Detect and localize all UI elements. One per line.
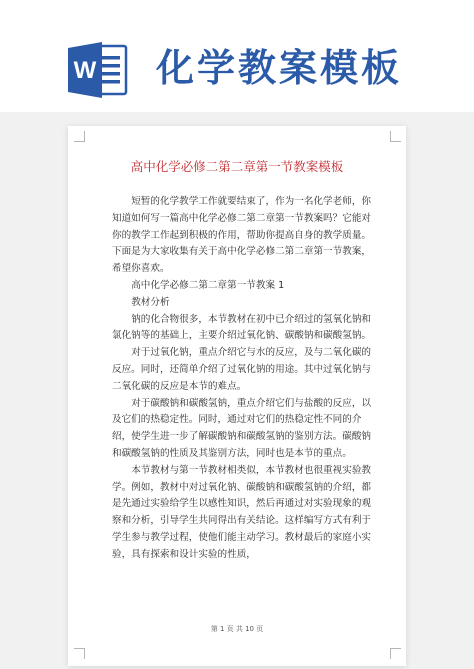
document-body bbox=[112, 194, 378, 564]
body-paragraph: 本节教材与第一节教材相类似，本节教材也很重视实验教学。例如，教材中对过氧化钠、碳酸钠和碳酸氢钠的介绍，都是先通过实验给学生以感性知识，然后再通过对实验现象的观察和分析，引导学生共同得出有关结论。这样编写方式有利于学生参与教学过程，使他们能主动学习。教材最后的家庭小实验，具有探索和设计实验的性质， bbox=[112, 464, 372, 560]
svg-text:W: W bbox=[73, 57, 97, 84]
page-title: 化学教案模板 bbox=[156, 46, 403, 90]
crop-mark-bottom-left bbox=[74, 648, 85, 659]
body-paragraph: 钠的化合物很多，本节教材在初中已介绍过的氢氧化钠和氯化钠等的基础上，主要介绍过氧化钠、碳酸钠和碳酸氢钠。 bbox=[112, 313, 372, 342]
subsection-heading: 教材分析 bbox=[131, 296, 170, 308]
crop-mark-top-right bbox=[390, 131, 401, 142]
crop-mark-bottom-right bbox=[390, 648, 401, 659]
intro-paragraph: 短暂的化学教学工作就要结束了，作为一名化学老师，你知道如何写一篇高中化学必修二第二章第一节教案吗？它能对你的教学工作起到积极的作用，帮助你提高自身的教学质量。下面是为大家收集有关于高中化学必修二第二章第一节教案，希望你喜欢。 bbox=[112, 196, 372, 275]
header-banner bbox=[0, 0, 474, 118]
page-number: 第 1 页 共 10 页 bbox=[210, 625, 264, 633]
body-paragraph: 对于碳酸钠和碳酸氢钠，重点介绍它们与盐酸的反应，以及它们的热稳定性。同时，通过对它们的热稳定性不同的介绍，使学生进一步了解碳酸钠和碳酸氢钠的鉴别方法。碳酸钠和碳酸氢钠的性质及其鉴别方法，同时也是本节的重点。 bbox=[112, 397, 372, 459]
section-heading: 高中化学必修二第二章第一节教案 1 bbox=[131, 279, 285, 291]
document-title: 高中化学必修二第二章第一节教案模板 bbox=[130, 159, 344, 174]
crop-mark-top-left bbox=[74, 131, 85, 142]
word-icon bbox=[66, 40, 128, 100]
body-paragraph: 对于过氧化钠，重点介绍它与水的反应，及与二氧化碳的反应。同时，还简单介绍了过氧化钠的用途。其中过氧化钠与二氧化碳的反应是本节的难点。 bbox=[112, 347, 372, 392]
